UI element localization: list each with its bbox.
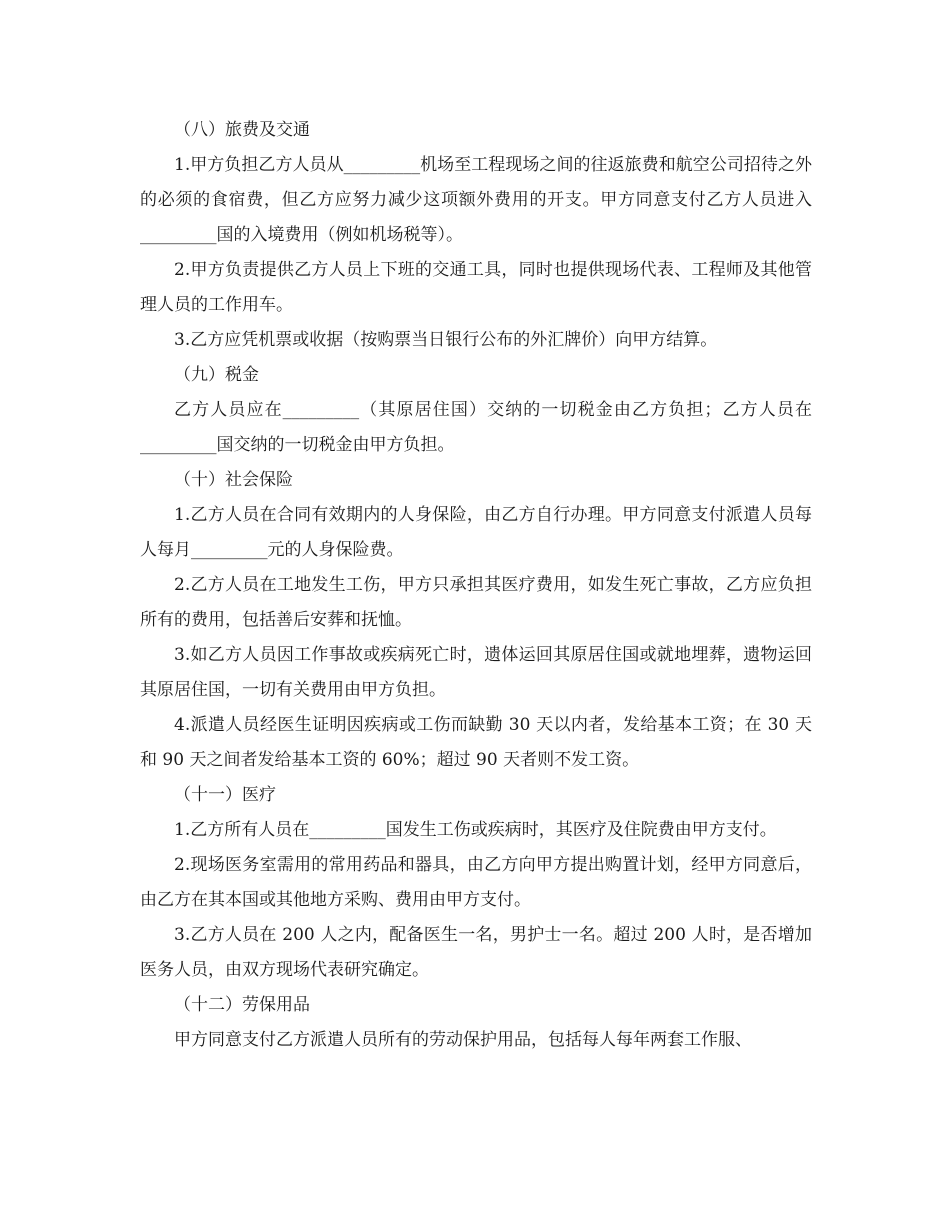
section-heading-travel: （八）旅费及交通 xyxy=(174,120,310,140)
section-heading-medical: （十一）医疗 xyxy=(174,785,276,805)
section-heading-protective-gear: （十二）劳保用品 xyxy=(174,995,310,1015)
insurance-clause-1: 1.乙方人员在合同有效期内的人身保险，由乙方自行办理。甲方同意支付派遣人员每人每月_________元的人身保险费。 xyxy=(140,505,812,560)
insurance-clause-2: 2.乙方人员在工地发生工伤，甲方只承担其医疗费用，如发生死亡事故，乙方应负担所有的费用，包括善后安葬和抚恤。 xyxy=(140,575,812,630)
travel-clause-2: 2.甲方负责提供乙方人员上下班的交通工具，同时也提供现场代表、工程师及其他管理人员的工作用车。 xyxy=(140,260,812,315)
section-heading-insurance: （十）社会保险 xyxy=(174,470,293,490)
protective-gear-clause: 甲方同意支付乙方派遣人员所有的劳动保护用品，包括每人每年两套工作服、 xyxy=(174,1030,752,1050)
section-heading-tax: （九）税金 xyxy=(174,365,259,385)
insurance-clause-4: 4.派遣人员经医生证明因疾病或工伤而缺勤 30 天以内者，发给基本工资；在 30 天和 90 天之间者发给基本工资的 60%；超过 90 天者则不发工资。 xyxy=(140,715,812,770)
insurance-clause-3: 3.如乙方人员因工作事故或疾病死亡时，遗体运回其原居住国或就地埋葬，遗物运回其原居住国，一切有关费用由甲方负担。 xyxy=(140,645,812,700)
medical-clause-3: 3.乙方人员在 200 人之内，配备医生一名，男护士一名。超过 200 人时，是否增加医务人员，由双方现场代表研究确定。 xyxy=(140,925,812,980)
tax-clause: 乙方人员应在_________（其原居住国）交纳的一切税金由乙方负担；乙方人员在_________国交纳的一切税金由甲方负担。 xyxy=(140,400,812,455)
document-body xyxy=(140,113,812,1058)
medical-clause-1: 1.乙方所有人员在_________国发生工伤或疾病时，其医疗及住院费由甲方支付。 xyxy=(174,820,777,840)
travel-clause-1: 1.甲方负担乙方人员从_________机场至工程现场之间的往返旅费和航空公司招待之外的必须的食宿费，但乙方应努力减少这项额外费用的开支。甲方同意支付乙方人员进入_________国的入境费用（例如机场税等）。 xyxy=(140,155,812,245)
medical-clause-2: 2.现场医务室需用的常用药品和器具，由乙方向甲方提出购置计划，经甲方同意后，由乙方在其本国或其他地方采购、费用由甲方支付。 xyxy=(140,855,812,910)
travel-clause-3: 3.乙方应凭机票或收据（按购票当日银行公布的外汇牌价）向甲方结算。 xyxy=(174,330,718,350)
